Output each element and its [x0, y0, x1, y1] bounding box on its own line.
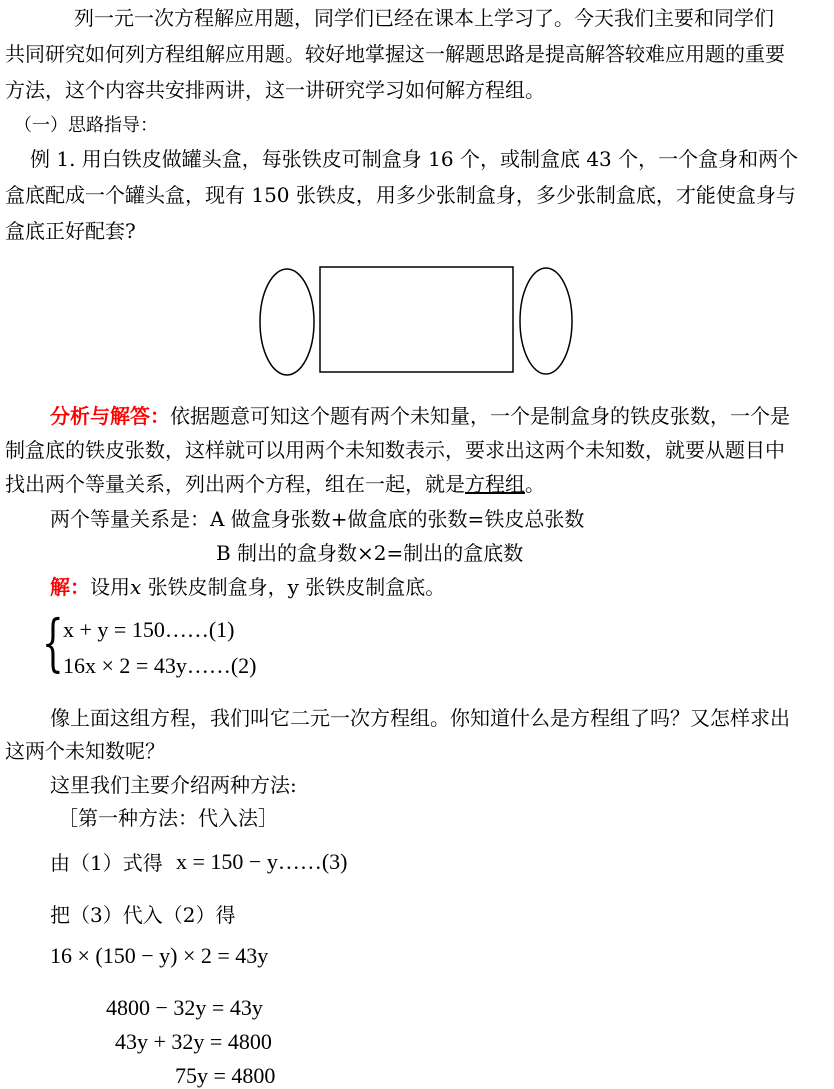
relation-a: 两个等量关系是：A 做盒身张数+做盒底的张数=铁皮总张数	[50, 507, 585, 531]
can-figure	[255, 262, 575, 377]
solution-text-b: 张铁皮制盒身，y 张铁皮制盒底。	[141, 575, 446, 599]
intro-line-1: 列一元一次方程解应用题，同学们已经在课本上学习了。今天我们主要和同学们	[74, 6, 774, 30]
right-base-ellipse	[520, 268, 572, 374]
calc-line-2: 4800 − 32y = 43y	[106, 995, 263, 1020]
system-eq-1: x + y = 150……(1)	[63, 617, 235, 642]
intro-line-2: 共同研究如何列方程组解应用题。较好地掌握这一解题思路是提高解答较难应用题的重要	[5, 42, 785, 66]
var-x: x	[130, 575, 142, 599]
intro-line-3: 方法，这个内容共安排两讲，这一讲研究学习如何解方程组。	[5, 78, 545, 102]
methods-intro: 这里我们主要介绍两种方法:	[50, 773, 297, 797]
calc-line-4: 75y = 4800	[175, 1063, 276, 1088]
analysis-line-3	[5, 472, 545, 496]
analysis-text-3: 找出两个等量关系，列出两个方程，组在一起，就是	[5, 472, 465, 496]
example-line-1: 例 1. 用白铁皮做罐头盒，每张铁皮可制盒身 16 个，或制盒底 43 个，一个盒身和两个	[30, 147, 799, 171]
solution-label: 解：	[50, 575, 90, 599]
method-1-title: ［第一种方法：代入法］	[58, 806, 278, 830]
analysis-text-1: 依据题意可知这个题有两个未知量，一个是制盒身的铁皮张数，一个是	[170, 404, 790, 428]
step-1-equation: x = 150 − y……(3)	[176, 849, 348, 874]
example-line-3: 盒底正好配套?	[5, 219, 136, 243]
left-base-ellipse	[260, 269, 314, 375]
para2-line-1: 像上面这组方程，我们叫它二元一次方程组。你知道什么是方程组了吗？又怎样求出	[50, 706, 790, 730]
calc-line-1: 16 × (150 − y) × 2 = 43y	[50, 943, 269, 968]
system-eq-2: 16x × 2 = 43y……(2)	[63, 653, 257, 678]
analysis-line-1	[50, 404, 790, 428]
para2-line-2: 这两个未知数呢？	[5, 739, 165, 763]
equation-system-term: 方程组	[465, 472, 525, 496]
solution-text-a: 设用	[90, 575, 130, 599]
solution-line	[50, 575, 445, 599]
relation-b: B 制出的盒身数×2=制出的盒底数	[216, 541, 524, 565]
calc-line-3: 43y + 32y = 4800	[115, 1029, 272, 1054]
analysis-end: 。	[525, 472, 545, 496]
system-brace: {	[42, 606, 64, 679]
section-heading: （一）思路指导：	[14, 115, 158, 136]
example-line-2: 盒底配成一个罐头盒，现有 150 张铁皮，用多少张制盒身，多少张制盒底，才能使盒身与	[5, 183, 796, 207]
analysis-line-2: 制盒底的铁皮张数，这样就可以用两个未知数表示，要求出这两个未知数，就要从题目中	[5, 438, 785, 462]
analysis-label: 分析与解答：	[50, 404, 170, 428]
body-rectangle	[320, 267, 513, 372]
step-1-text: 由（1）式得	[50, 851, 163, 875]
step-2-text: 把（3）代入（2）得	[50, 903, 236, 927]
